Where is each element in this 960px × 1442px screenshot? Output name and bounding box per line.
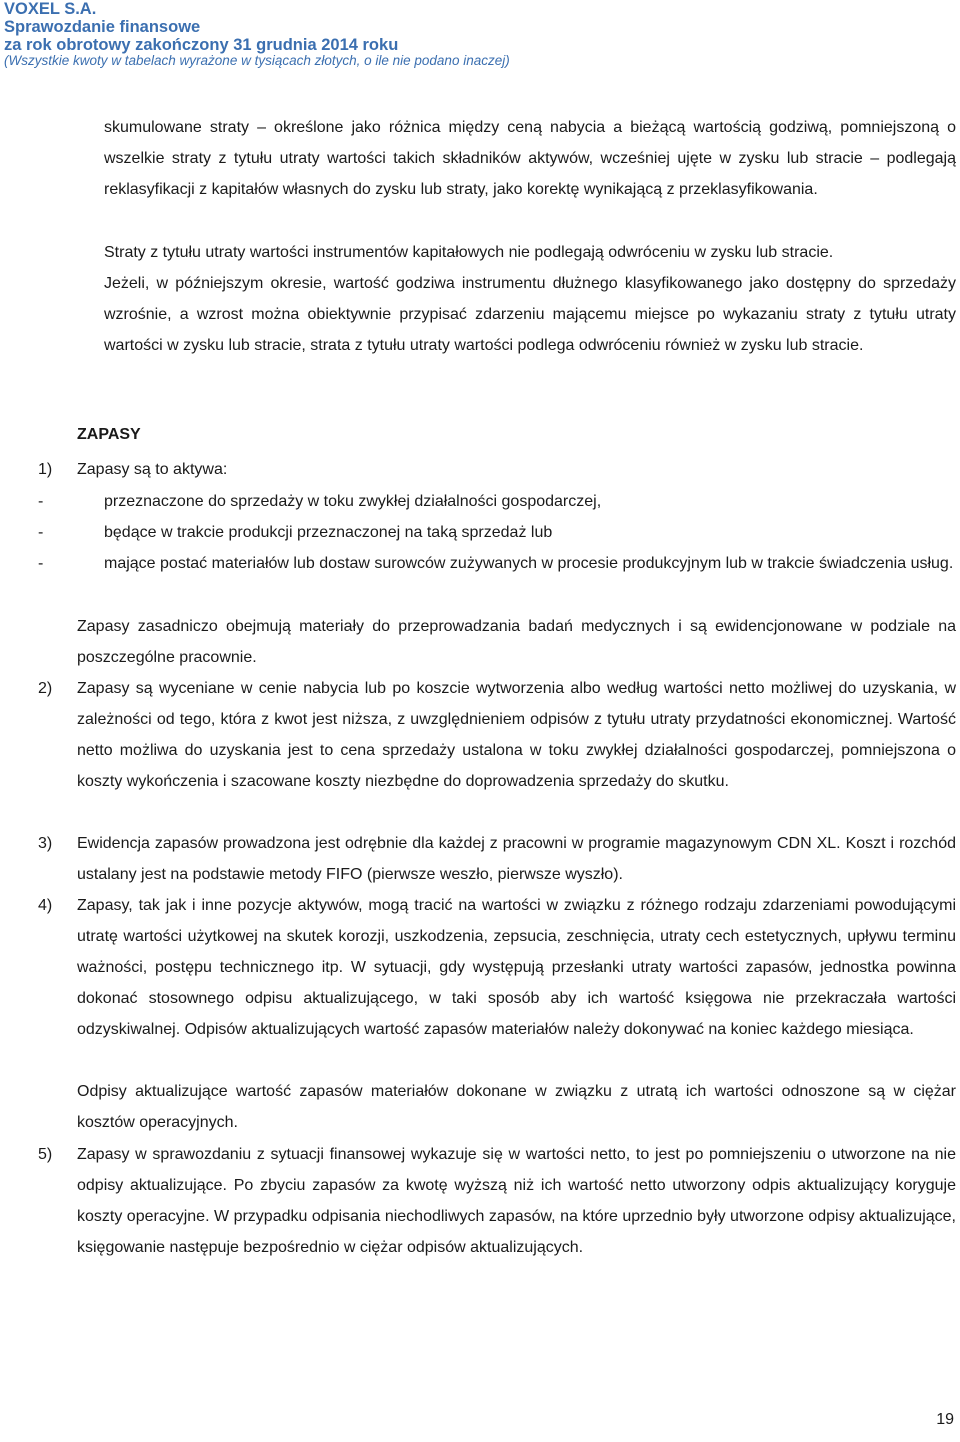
- intro-paragraph-1: skumulowane straty – określone jako różnica między ceną nabycia a bieżącą wartością godziwą, pomniejszoną o wszelkie straty z tytułu utraty wartości takich składników aktywów, wcześniej ujęte w zysku lub stracie – podlegają reklasyfikacji z kapitałów własnych do zysku lub straty, jako korektę wynikającą z przeklasyfikowania.: [104, 119, 956, 198]
- intro-paragraph-2: Straty z tytułu utraty wartości instrumentów kapitałowych nie podlegają odwróceniu w zysku lub stracie.: [104, 244, 834, 261]
- currency-note: (Wszystkie kwoty w tabelach wyrażone w tysiącach złotych, o ile nie podano inaczej): [4, 53, 510, 69]
- page-header: [4, 0, 510, 69]
- intro-paragraph-3: Jeżeli, w późniejszym okresie, wartość godziwa instrumentu dłużnego klasyfikowanego jako dostępny do sprzedaży wzrośnie, a wzrost można obiektywnie przypisać zdarzeniu mającemu miejsce po wykazaniu straty z tytułu utraty wartości w zysku lub stracie, strata z tytułu utraty wartości podlega odwróceniu również w zysku lub stracie.: [104, 275, 956, 354]
- dash-marker-1: -: [38, 493, 44, 510]
- item-text-1: Zapasy są to aktywa:: [77, 461, 228, 478]
- item-number-5: 5): [38, 1146, 53, 1163]
- item-number-2: 2): [38, 680, 53, 697]
- dash-marker-3: -: [38, 555, 44, 572]
- item-1-extra: Zapasy zasadniczo obejmują materiały do przeprowadzania badań medycznych i są ewidencjonowane w podziale na poszczególne pracownie.: [77, 618, 956, 666]
- page-number: 19: [936, 1411, 954, 1428]
- company-name: VOXEL S.A.: [4, 0, 97, 18]
- item-text-5: Zapasy w sprawozdaniu z sytuacji finansowej wykazuje się w wartości netto, to jest po pomniejszeniu o utworzone na nie odpisy aktualizujące. Po zbyciu zapasów za kwotę wyższą niż ich wartość netto utworzony odpis aktualizujący koryguje koszty operacyjne. W przypadku odpisania niechodliwych zapasów, na które uprzednio były utworzone odpisy aktualizujące, księgowanie następuje bezpośrednio w ciężar odpisów aktualizujących.: [77, 1146, 956, 1256]
- dash-marker-2: -: [38, 524, 44, 541]
- item-text-3: Ewidencja zapasów prowadzona jest odrębnie dla każdej z pracowni w programie magazynowym CDN XL. Koszt i rozchód ustalany jest na podstawie metody FIFO (pierwsze weszło, pierwsze wyszło).: [77, 835, 956, 883]
- report-title: Sprawozdanie finansowe: [4, 18, 201, 37]
- item-number-4: 4): [38, 897, 53, 914]
- item-number-3: 3): [38, 835, 53, 852]
- section-heading: ZAPASY: [77, 426, 141, 443]
- item-text-4: Zapasy, tak jak i inne pozycje aktywów, mogą tracić na wartości w związku z różnego rodzaju zdarzeniami powodującymi utratę wartości użytkowej na skutek korozji, uszkodzenia, zepsucia, zeschnięcia, utraty cech estetycznych, upływu terminu ważności, postępu technicznego itp. W sytuacji, gdy występują przesłanki utraty wartości zapasów, jednostka powinna dokonać stosownego odpisu aktualizującego, w taki sposób aby ich wartość księgowa nie przekraczała wartości odzyskiwalnej. Odpisów aktualizujących wartość zapasów materiałów należy dokonywać na koniec każdego miesiąca.: [77, 897, 956, 1038]
- item-number-1: 1): [38, 461, 53, 478]
- dash-item-1: przeznaczone do sprzedaży w toku zwykłej działalności gospodarczej,: [104, 493, 602, 510]
- item-text-2: Zapasy są wyceniane w cenie nabycia lub po koszcie wytworzenia albo według wartości netto możliwej do uzyskania, w zależności od tego, która z kwot jest niższa, z uwzględnieniem odpisów z tytułu utraty przydatności ekonomicznej. Wartość netto możliwa do uzyskania jest to cena sprzedaży ustalona w toku zwykłej działalności gospodarczej, pomniejszona o koszty wykończenia i szacowane koszty niezbędne do doprowadzenia sprzedaży do skutku.: [77, 680, 956, 790]
- report-period: za rok obrotowy zakończony 31 grudnia 2014 roku: [4, 36, 399, 55]
- dash-item-2: będące w trakcie produkcji przeznaczonej na taką sprzedaż lub: [104, 524, 553, 541]
- dash-item-3: mające postać materiałów lub dostaw surowców zużywanych w procesie produkcyjnym lub w trakcie świadczenia usług.: [104, 555, 954, 572]
- item-4-extra: Odpisy aktualizujące wartość zapasów materiałów dokonane w związku z utratą ich wartości odnoszone są w ciężar kosztów operacyjnych.: [77, 1083, 956, 1131]
